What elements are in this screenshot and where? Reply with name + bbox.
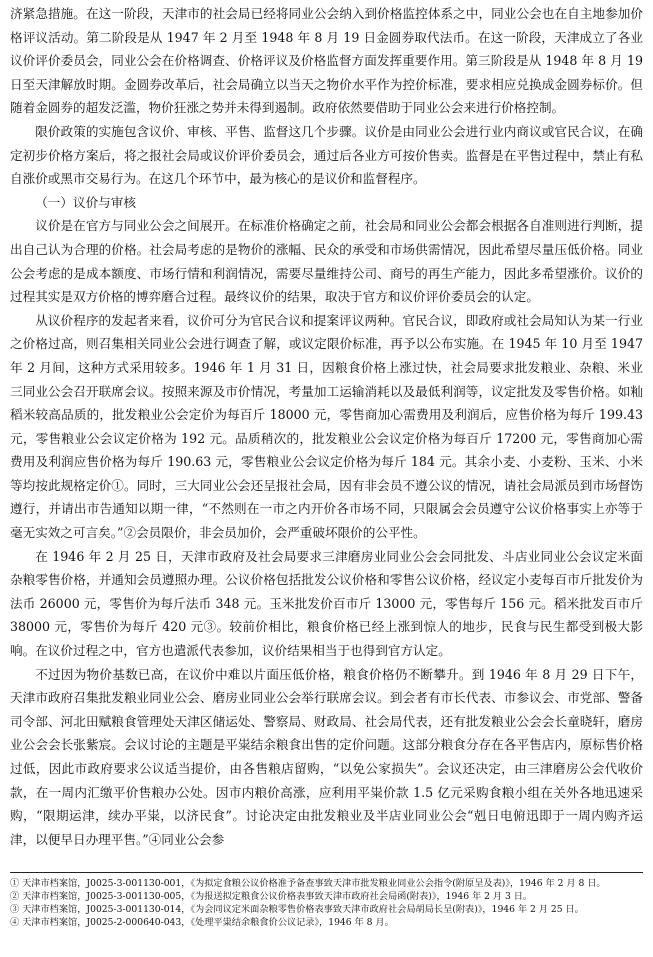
paragraph: 济紧急措施。在这一阶段，天津市的社会局已经将同业公会纳入到价格监控体系之中，同业公会也在自主地参加价格评议活动。第二阶段是从 1947 年 2 月至 1948 年 8 月 19 日金圆券取代法币。在这一阶段，天津成立了各业议价评价委员会，同业公会在价格调查、价格评议及价格监督方面发挥重要作用。第三阶段是从 1948 年 8 月 19 日至天津解放时期。金圆券改革后，社会局确立以当天之物价水平作为控价标准，要求相应兑换成金圆券标价。但随着金圆券的超发泛滥，物价狂涨之势并未得到遏制。政府依然要借助于同业公会来进行价格控制。 (10, 6, 643, 116)
footnote: ① 天津市档案馆，J0025-3-001130-001，《为拟定食粮公议价格准予备查事致天津市批发粮业同业公会指令(附原呈及表)》，1946 年 2 月 8 日。 (10, 878, 606, 889)
body-text (10, 2, 643, 851)
footnote: ③ 天津市档案馆，J0025-3-001130-014，《为会同议定米面杂粮零售价格表事致天津市政府社会局胡局长呈(附表)》，1946 年 2 月 25 日。 (10, 904, 584, 915)
paragraph: 议价是在官方与同业公会之间展开。在标准价格确定之前，社会局和同业公会都会根据各自准则进行判断，提出自己认为合理的价格。社会局考虑的是物价的涨幅、民众的承受和市场供需情况，因此希望尽量压低价格。同业公会考虑的是成本额度、市场行情和利润情况，需要尽量维持公司、商号的再生产能力，因此多希望涨价。议价的过程其实是双方价格的博弈磨合过程。最终议价的结果，取决于官方和议价评价委员会的认定。 (10, 218, 643, 305)
footnote: ② 天津市档案馆，J0025-3-001130-005，《为报送拟定粮食公议价格表事致天津市政府社会局函(附表)》，1946 年 2 月 3 日。 (10, 891, 533, 902)
footnotes (10, 872, 643, 929)
footnote: ④ 天津市档案馆，J0025-2-000640-043，《处理平粜结余粮食价公议记录》，1946 年 8 月。 (10, 917, 394, 928)
section-heading: （一）议价与审核 (35, 194, 136, 210)
paragraph: 限价政策的实施包含议价、审核、平售、监督这几个步骤。议价是由同业公会进行业内商议或官民合议，在确定初步价格方案后，将之报社会局或议价评价委员会，通过后各业方可按价售卖。监督是在平售过程中，禁止有私自涨价或黑市交易行为。在这几个环节中，最为核心的是议价和监督程序。 (10, 123, 643, 187)
paragraph: 在 1946 年 2 月 25 日，天津市政府及社会局要求三津磨房业同业公会会同批发、斗店业同业公会议定米面杂粮零售价格，并通知会员遵照办理。公议价格包括批发公议价格和零售公议价格，经议定小麦每百市斤批发价为法币 26000 元，零售价为每斤法币 348 元。玉米批发价百市斤 13000 元，零售每斤 156 元。稻米批发百市斤 38000 元，零售价为每斤 420 元③。较前价相比，粮食价格已经上涨到惊人的地步，民食与民生都受到极大影响。在议价过程之中，官方也遣派代表参加，议价结果相当于也得到官方认定。 (10, 548, 643, 659)
paragraph: 不过因为物价基数已高，在议价中难以片面压低价格，粮食价格仍不断攀升。到 1946 年 8 月 29 日下午，天津市政府召集批发粮业同业公会、磨房业同业公会举行联席会议。到会者有市长代表、市参议会、市党部、警备司令部、河北田赋粮食管理处天津区储运处、警察局、财政局、社会局代表，还有批发粮业公会会长童晓轩，磨房业公会会长张紫宸。会议讨论的主题是平粜结余粮食出售的定价问题。这部分粮食分存在各平售店内，原标售价格过低，因此市政府要求公议适当提价，由各售粮店留购，“以免公家损失”。会议还决定，由三津磨房公会代收价款，在一周内汇缴平价售粮办公处。因市内粮价高涨，应利用平粜价款 1.5 亿元采购食粮小组在关外各地迅速采购，“限期运津，续办平粜，以济民食”。讨论决定由批发粮业及半店业同业公会“剋日电俯迅即于一周内购齐运津，以便早日办理平售。”④同业公会参 (10, 666, 643, 847)
paragraph: 从议价程序的发起者来看，议价可分为官民合议和提案评议两种。官民合议，即政府或社会局知认为某一行业之价格过高，则召集相关同业公会进行调查了解，或议定限价标准，再予以公布实施。在 1945 年 10 月至 1947 年 2 月间，这种方式采用较多。1946 年 1 月 31 日，因粮食价格上涨过快，社会局要求批发粮业、杂粮、米业三同业公会召开联席会议。按照来源及市价情况，考量加工运输消耗以及最低利润等，议定批发及零售价格。如籼稻米较高品质的，批发粮业公会定价为每百斤 18000 元，零售商加心需费用及利润后，应售价格为每斤 199.43 元，零售粮业公会议定价格为 192 元。品质稍次的，批发粮业公会议定价格为每百斤 17200 元，零售商加心需费用及利润应售价格为每斤 190.63 元，零售粮业公会议定价格为每斤 184 元。其余小麦、小麦粉、玉米、小米等均按此规格定价①。同时，三大同业公会还呈报社会局，因有非会员不遵公议的情况，请社会局派员到市场督饬遵行，并请出市告通知以期一律，“不然则在一市之内开价各市场不同，只限属会会员遵守公议价格事实上亦等于毫无实效之可言矣。”②会员限价，非会员加价，会严重破坏限价的公平性。 (10, 312, 643, 541)
